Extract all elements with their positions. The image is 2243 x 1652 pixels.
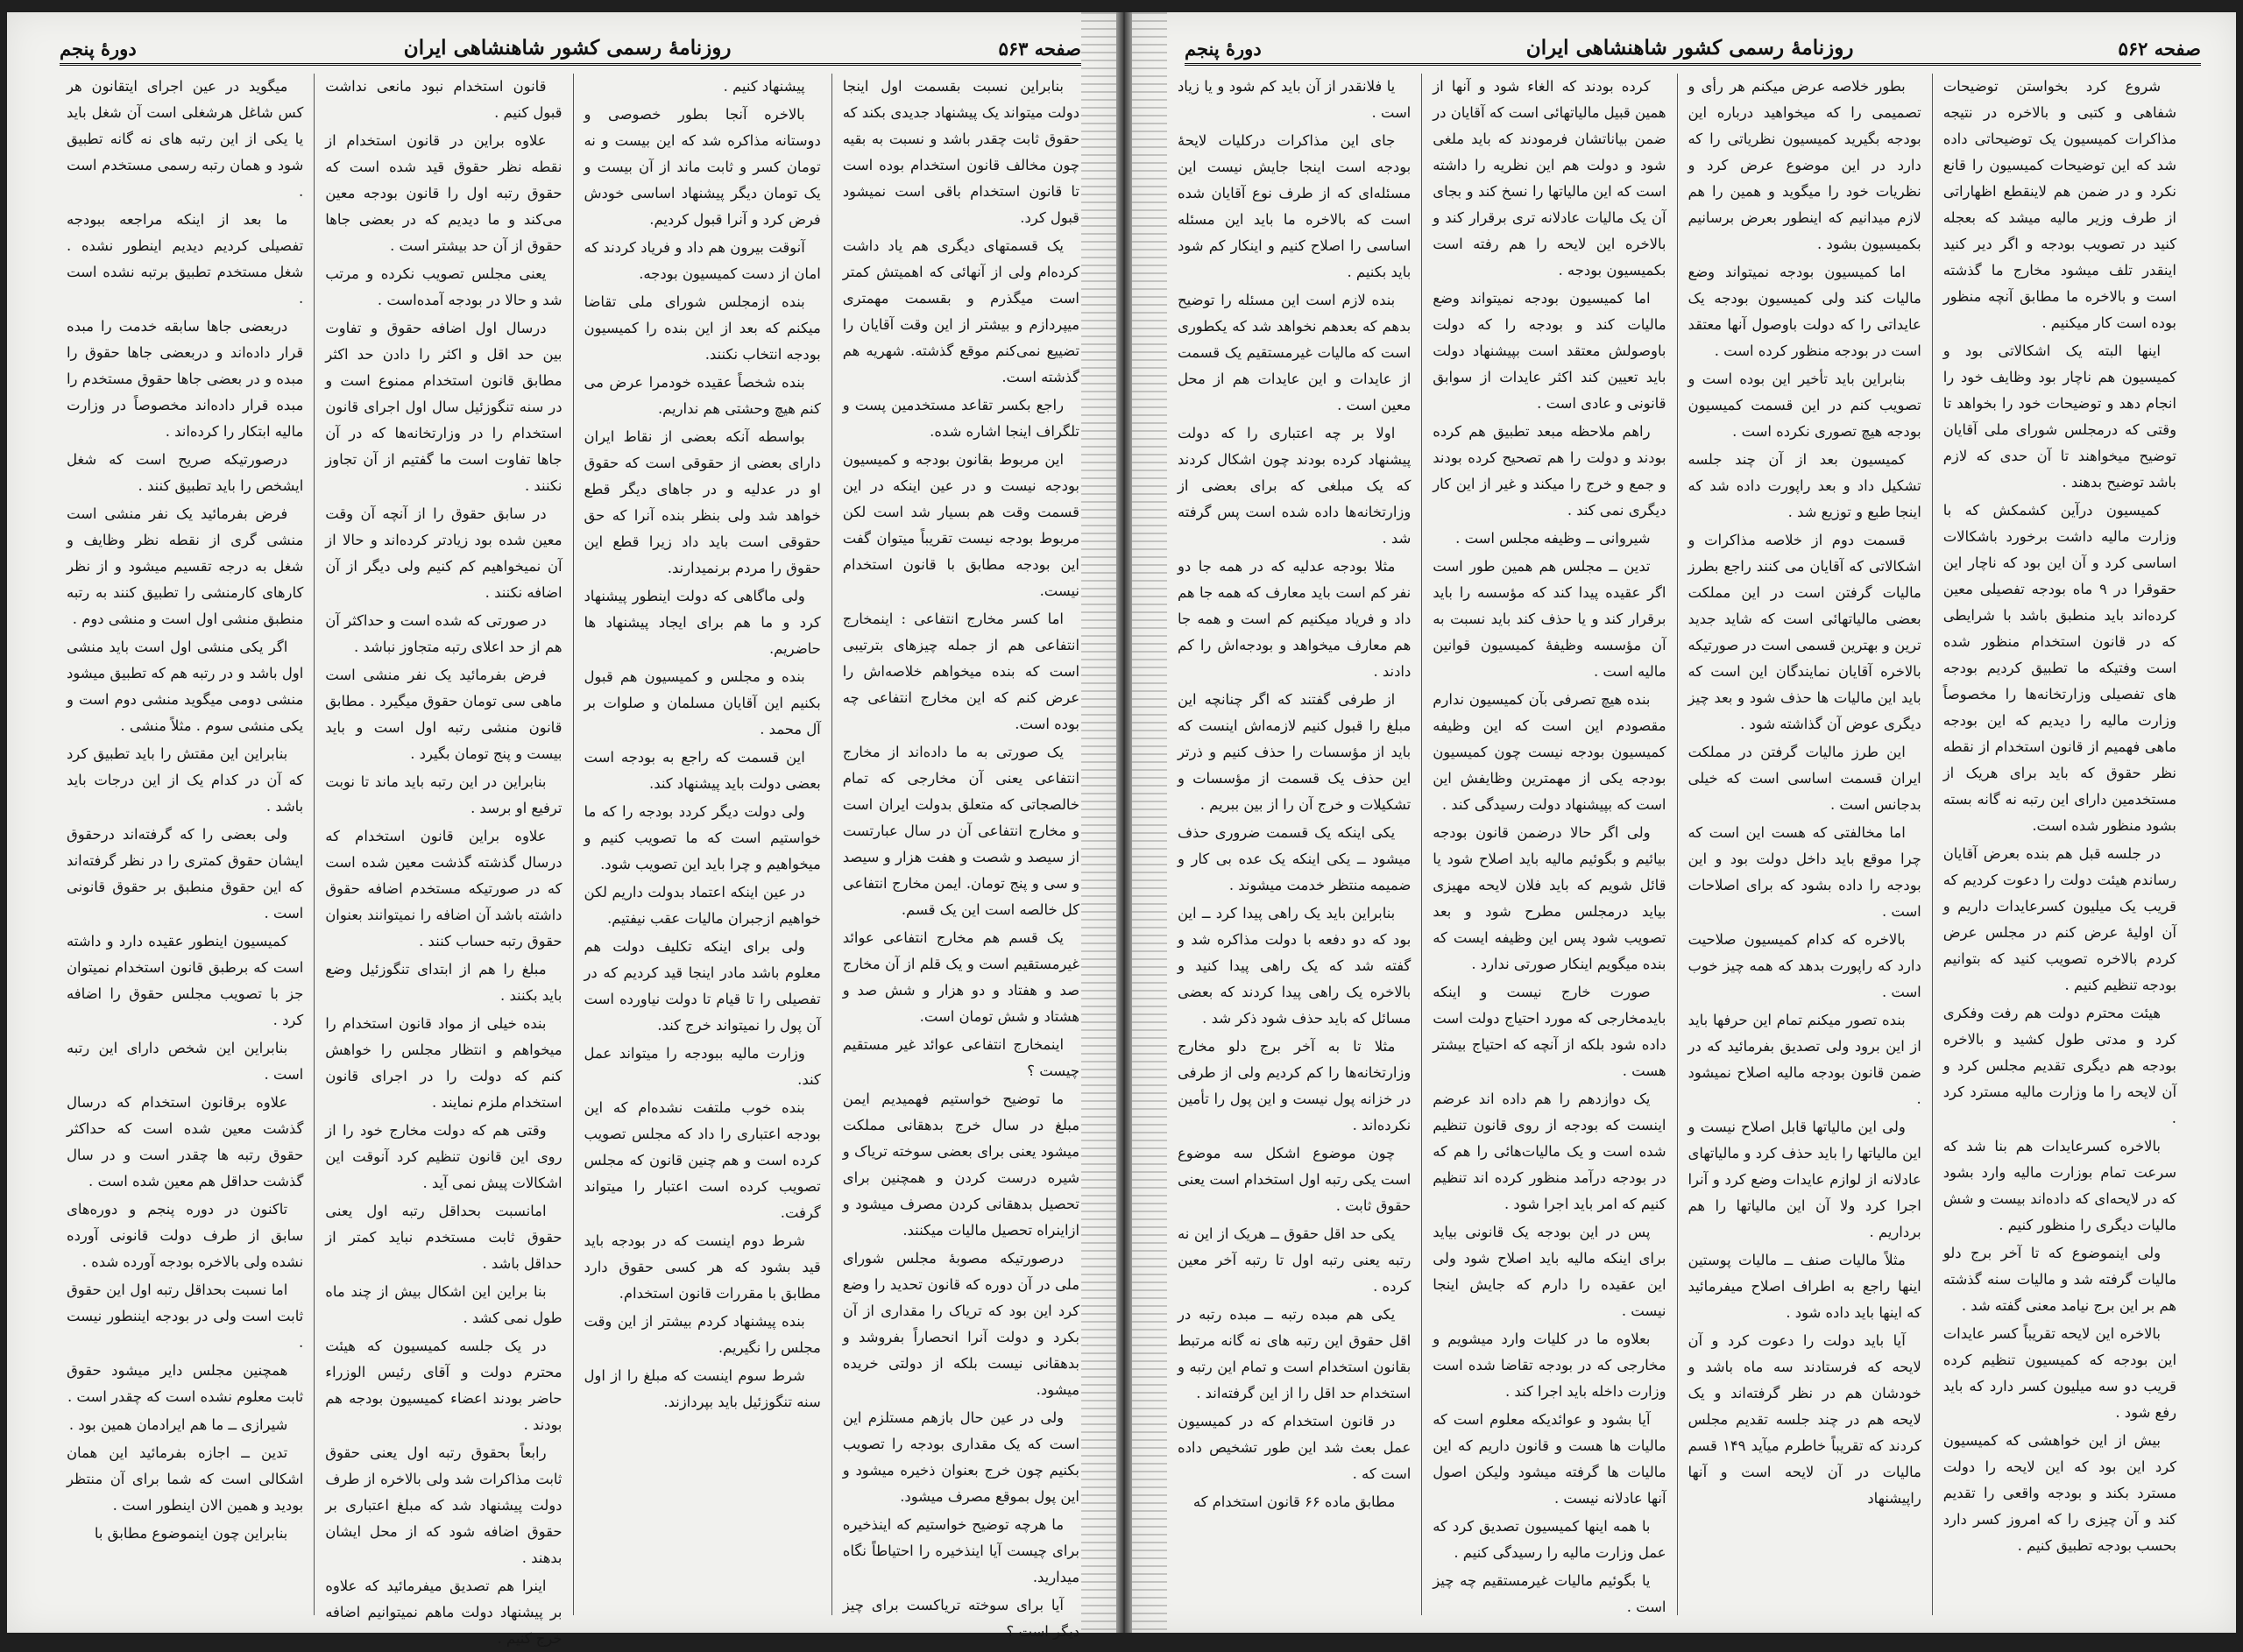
article-paragraph: اما نسبت بحداقل رتبه اول این حقوق ثابت است ولی در بودجه ایننطور نیست . — [67, 1281, 304, 1351]
article-paragraph: یک قسم هم مخارج انتفاعی عوائد غیرمستقیم است و یک قلم از آن مخارج صد و هفتاد و دو هزار و شش صد و هشتاد و شش تومان است. — [842, 929, 1079, 1025]
article-paragraph: ما بعد از اینکه مراجعه ببودجه تفصیلی کردیم دیدیم اینطور نشده . شغل مستخدم تطبیق برتبه نشده است . — [67, 211, 304, 307]
article-paragraph: یکی اینکه یک قسمت ضروری حذف میشود ــ یکی اینکه یک عده بی کار و ضمیمه منتظر خدمت میشوند . — [1178, 824, 1412, 893]
article-paragraph: اینها البته یک اشکالاتی بود و کمیسیون هم ناچار بود وظایف خود را انجام دهد و توضیحات خود را بخواهد تا وقتی که درمجلس شورای ملی آقایان توضیح میخواهند تا آن حدی که لازم باشد توضیح بدهند . — [1942, 342, 2176, 491]
left-page-columns — [56, 74, 1090, 1647]
article-paragraph: اولا بر چه اعتباری را که دولت پیشنهاد کرده بودند چون اشکال کردند که یک مبلغی که برای بعضی از وزارتخانه‌ها داده شده است پس گرفته شد . — [1178, 425, 1412, 547]
article-paragraph: ولی برای اینکه تکلیف دولت هم معلوم باشد مادر اینجا قید کردیم که در تفصیلی را تا قیام تا دولت نیاورده است آن پول را نمیتواند خرج کند. — [584, 938, 821, 1034]
article-paragraph: اما کمیسیون بودجه نمیتواند وضع مالیات کند و بودجه را که دولت باوصولش معتقد است بپیشنهاد دولت باید تعیین کند اکثر عایدات از سوابق قانونی و عادی است . — [1433, 290, 1666, 412]
article-paragraph: ولی دولت دیگر کردد بودجه را که ما خواستیم است که ما تصویب کنیم و میخواهیم و چرا باید این تصویب شود. — [584, 803, 821, 872]
article-paragraph: یکی حد اقل حقوق ــ هریک از این نه رتبه یعنی رتبه اول تا رتبه آخر معین کرده . — [1178, 1225, 1412, 1295]
article-paragraph: پیشنهاد کنیم . — [723, 78, 805, 95]
article-paragraph: یک صورتی به ما داده‌اند از مخارج انتفاعی یعنی آن مخارجی که تمام خالصجاتی که متعلق بدولت ایران است و مخارج انتفاعی آن در سال عبارتست از سیصد و شصت و هفت هزار و سیصد و سی و پنج تومان. ایمن مخارج انتفاعی کل خالصه است این یک قسم. — [842, 744, 1079, 918]
article-paragraph: دربعضی جاها سابقه خدمت را مبده قرار داده‌اند و دربعضی جاها حقوق را مبده و در بعضی جاها حقوق مستخدم را مبده قرار داده‌اند مخصوصاً در وزارت مالیه ابتکار را کرده‌اند . — [67, 318, 304, 440]
article-paragraph: در صورتی که شده است و حداکثر آن هم از حد اعلای رتبه متجاوز نباشد . — [325, 612, 563, 655]
text-column — [1933, 74, 2187, 1615]
text-column — [1422, 74, 1677, 1615]
article-paragraph: امانسبت بحداقل رتبه اول یعنی حقوق ثابت مستخدم نباید کمتر از حداقل باشد . — [325, 1203, 563, 1272]
article-paragraph: تاکنون در دوره پنجم و دوره‌های سابق از طرف دولت قانونی آورده نشده ولی بالاخره بودجه آورده شده . — [67, 1201, 304, 1270]
newspaper-title: روزنامهٔ رسمی کشور شاهنشاهی ایران — [403, 36, 732, 60]
article-paragraph: علاوه برقانون استخدام که درسال گذشت معین شده است که حداکثر حقوق رتبه ها چقدر است و در سال گذشت حداقل هم معین شده است . — [67, 1094, 304, 1190]
text-column — [574, 74, 832, 1615]
article-paragraph: بنابراین باید یک راهی پیدا کرد ــ این بود که دو دفعه با دولت مذاکره شد و گفته شد که یک راهی پیدا کنید و بالاخره یک راهی پیدا کردند که بعضی مسائل که باید حذف شود ذکر شد . — [1178, 905, 1412, 1027]
article-paragraph: بنابراین در این رتبه باید ماند تا نوبت ترفیع او برسد . — [325, 773, 563, 816]
article-paragraph: ولی ماگاهی که دولت اینطور پیشنهاد کرد و ما هم برای ایجاد پیشنهاد ها حاضریم. — [584, 588, 821, 657]
article-paragraph: کمیسیون اینطور عقیده دارد و داشته است که برطبق قانون استخدام نمیتوان جز با تصویب مجلس حقوق را اضافه کرد . — [67, 933, 304, 1028]
article-paragraph: بنابراین نسبت بقسمت اول اینجا دولت میتواند یک پیشنهاد جدیدی بکند که حقوق ثابت چقدر باشد و نسبت به بقیه چون مخالف قانون استخدام بوده است تا قانون استخدام باقی است نمیشود قبول کرد. — [842, 78, 1079, 226]
article-paragraph: بنده لازم است این مسئله را توضیح بدهم که بعدهم نخواهد شد که یکطوری است که مالیات غیرمستقیم یک قسمت از عایدات و این عایدات هم از محل معین است . — [1178, 292, 1412, 413]
article-paragraph: پس در این بودجه یک قانونی بیاید برای اینکه مالیه باید اصلاح شود ولی این عقیده را دارم که جایش اینجا نیست . — [1433, 1224, 1666, 1319]
article-paragraph: علاوه براین قانون استخدام که درسال گذشته گذشت معین شده است که در صورتیکه مستخدم اضافه حقوق داشته باشد آن اضافه را نمیتوانند بعنوان حقوق رتبه حساب کنند . — [325, 828, 563, 950]
article-paragraph: میگوید در عین اجرای ایتقانون هر کس شاغل هرشغلی است آن شغل باید یا یکی از این رتبه های نه گانه تطبیق شود و همان رتبه رسمی مستخدم است . — [67, 78, 304, 200]
right-page-content — [1132, 12, 2236, 1633]
article-paragraph: ولی اینموضوع که تا آخر برج دلو مالیات گرفته شد و مالیات سنه گذشته هم بر این برج نیامد معنی گفته شد . — [1942, 1245, 2176, 1314]
right-page-header — [1185, 25, 2201, 66]
article-paragraph: اینمخارج انتفاعی عوائد غیر مستقیم چیست ؟ — [842, 1036, 1079, 1079]
article-paragraph: بنده و مجلس و کمیسیون هم قبول بکنیم این آقایان مسلمان و صلوات بر آل محمد . — [584, 668, 821, 738]
article-paragraph: یا بگوئیم مالیات غیرمستقیم چه چیز است . — [1433, 1572, 1666, 1615]
article-paragraph: بالاخره کسرعایدات هم بنا شد که سرعت تمام بوزارت مالیه وارد بشود که در لایحه‌ای که داده‌اند بیست و شش مالیات دیگری را منظور کنیم . — [1942, 1138, 2176, 1233]
article-paragraph: بنده خیلی از مواد قانون استخدام را میخواهم و انتظار مجلس را خواهش کنم که دولت را در اجرای قانون استخدام ملزم نمایند . — [325, 1015, 563, 1111]
article-paragraph: بیش از این خواهشی که کمیسیون کرد این بود که این لایحه را دولت مسترد بکند و بودجه واقعی را تقدیم کند و آن چیزی را که امروز کسر دارد بحسب بودجه تطبیق کنیم . — [1942, 1432, 2176, 1554]
article-paragraph: ولی اگر حالا درضمن قانون بودجه بیائیم و بگوئیم مالیه باید اصلاح شود یا قائل شویم که باید فلان لایحه مهیزی بیاید درمجلس مطرح شود و بعد تصویب شود پس این وظیفه ایست که بنده میگویم اینکار صورتی ندارد . — [1433, 824, 1666, 972]
article-paragraph: با همه اینها کمیسیون تصدیق کرد که عمل وزارت مالیه را رسیدگی کنیم . — [1433, 1518, 1666, 1561]
article-paragraph: بعلاوه ما در کلیات وارد میشویم و مخارجی که در بودجه تقاضا شده است وزارت داخله باید اجرا کند . — [1433, 1331, 1666, 1400]
text-column — [1678, 74, 1933, 1615]
article-paragraph: بنده هیچ تصرفی بآن کمیسیون ندارم مقصودم این است که این وظیفه کمیسیون بودجه نیست چون کمیسیون بودجه یکی از مهمترین وظایفش این است که بپیشنهاد دولت رسیدگی کند . — [1433, 691, 1666, 813]
article-paragraph: بنده ازمجلس شورای ملی تقاضا میکنم که بعد از این بنده را کمیسیون بودجه انتخاب نکنند. — [584, 293, 821, 363]
article-paragraph: ولی در عین حال بازهم مستلزم این است که یک مقداری بودجه را تصویب بکنیم چون خرج بعنوان ذخیره میشود و این پول بموقع مصرف میشود. — [842, 1409, 1079, 1505]
article-paragraph: از طرفی گفتند که اگر چنانچه این مبلغ را قبول کنیم لازمه‌اش اینست که باید از مؤسسات را حذف کنیم و ذرتر این حذف یک قسمت از مؤسسات و تشکیلات و خرج آن را از بین ببریم . — [1178, 691, 1412, 813]
article-paragraph: ما هرچه توضیح خواستیم که اینذخیره برای چیست آیا اینذخیره را احتیاطاً نگاه میدارید. — [842, 1516, 1079, 1585]
article-paragraph: اما مخالفتی که هست این است که چرا موقع باید داخل دولت بود و این بودجه را داده بشود که برای اصلاحات است . — [1688, 824, 1921, 920]
article-paragraph: شیروانی ــ وظیفه مجلس است . — [1455, 530, 1651, 547]
article-paragraph: مثلاً مالیات صنف ــ مالیات پوستین اینها راجع به اطراف اصلاح میفرمائید که اینها باید داده شود . — [1688, 1252, 1921, 1321]
article-paragraph: فرض بفرمائید یک نفر منشی است منشی گری از نقطه نظر وظایف و شغل به درجه تقسیم میشود و از نظر کارهای کارمنشی را تطبیق کنند به رتبه منطبق منشی اول است و منشی دوم . — [67, 505, 304, 627]
article-paragraph: این طرز مالیات گرفتن در مملکت ایران قسمت اساسی است که خیلی بدجانس است . — [1688, 744, 1921, 813]
article-paragraph: ولی این مالیاتها قابل اصلاح نیست و این مالیاتها را باید حذف کرد و مالیاتهای عادلانه از لوازم عایدات وضع کرد و آنرا اجرا کرد ولا آن این مالیاتها را هم برداریم . — [1688, 1119, 1921, 1240]
left-page-header — [60, 25, 1081, 66]
article-paragraph: درسال اول اضافه حقوق و تفاوت بین حد اقل و اکثر را دادن حد اکثر مطابق قانون استخدام ممنوع است و در سنه تنگوزئیل سال اول اجرای قانون استخدام را در وزارتخانه‌ها که در آن جاها تفاوت است ما گفتیم از آن تجاوز نکنند . — [325, 320, 563, 494]
text-column — [56, 74, 315, 1615]
text-column — [832, 74, 1090, 1640]
article-paragraph: بنده خوب ملتفت نشده‌ام که این بودجه اعتباری را داد که مجلس تصویب کرده است و هم چنین قانون که مجلس تصویب کرده است اعتبار را میتواند گرفت. — [584, 1099, 821, 1221]
article-paragraph: بطور خلاصه عرض میکنم هر رأی و تصمیمی را که میخواهید درباره این بودجه بگیرید کمیسیون نظریاتی را که دارد در این موضوع عرض کرد و نظریات خود را میگوید و همین را هم لازم میدانیم که اینطور بعرض برسانیم بکمیسیون بشود . — [1688, 78, 1921, 252]
article-paragraph: یا فلانقدر از آن باید کم شود و یا زیاد است . — [1178, 78, 1412, 121]
article-paragraph: در یک جلسه کمیسیون که هیئت محترم دولت و آقای رئیس الوزراء حاضر بودند اعضاء کمیسیون بودجه هم بودند . — [325, 1338, 563, 1433]
article-paragraph: قانون استخدام نبود مانعی نداشت قبول کنیم . — [325, 78, 563, 121]
article-paragraph: آیا باید دولت را دعوت کرد و آن لایحه که فرستادند سه ماه باشد و خودشان هم در نظر گرفته‌اند و یک لایحه هم در چند جلسه تقدیم مجلس کردند که تقریباً خاطرم میآید ۱۴۹ قسم مالیات در آن لایحه است و آنها راپیشنهاد — [1688, 1332, 1921, 1507]
article-paragraph: علاوه براین در قانون استخدام از نقطه نظر حقوق قید شده است که حقوق رتبه اول را قانون بودجه معین می‌کند و ما دیدیم که در بعضی جاها حقوق از آن حد بیشتر است . — [325, 132, 563, 254]
article-paragraph: وقتی هم که دولت مخارج خود را از روی این قانون تنظیم کرد آنوقت این اشکالات پیش نمی آید . — [325, 1122, 563, 1191]
article-paragraph: اگر یکی منشی اول است باید منشی اول باشد و در رتبه هم که تطبیق میشود منشی دومی میگوید منشی دوم است و یکی منشی سوم . مثلاً منشی . — [67, 639, 304, 734]
newspaper-title: روزنامهٔ رسمی کشور شاهنشاهی ایران — [1525, 36, 1854, 60]
article-paragraph: درصورتیکه مصوبهٔ مجلس شورای ملی در آن دوره که قانون تحدید را وضع کرد این بود که تریاک را مقداری از آن بکرد و دولت آنرا انحصاراً بفروشد و بدهقانی نیست بلکه از دولتی خریده میشود. — [842, 1250, 1079, 1398]
article-paragraph: یک قسمتهای دیگری هم یاد داشت کرده‌ام ولی از آنهائی که اهمیتش کمتر است میگذرم و بقسمت مهمتری میپردازم و بیشتر از این وقت آقایان را تضییع نمی‌کنم موقع گذشته. شهریه هم گذشته است. — [842, 237, 1079, 385]
article-paragraph: بالاخره که کدام کمیسیون صلاحیت دارد که راپورت بدهد که همه چیز خوب است . — [1688, 931, 1921, 1000]
article-paragraph: شیرازی ــ ما هم ایرادمان همین بود . — [68, 1416, 288, 1433]
article-paragraph: درصورتیکه صریح است که شغل ایشخص را باید تطبیق کنند . — [67, 451, 304, 494]
article-paragraph: راهم ملاحظه مبعد تطبیق هم کرده بودند و دولت را هم تصحیح کرده بودند و جمع و خرج را میکند و غیر از این کار دیگری نمی کند . — [1433, 423, 1666, 519]
article-paragraph: این قسمت که راجع به بودجه است بعضی دولت باید پیشنهاد کند. — [584, 749, 821, 792]
article-paragraph: بنابراین این شخص دارای این رتبه است . — [67, 1040, 304, 1083]
article-paragraph: شرط سوم اینست که مبلغ را از اول سنه تنگوزئیل باید بپردازند. — [584, 1367, 821, 1410]
article-paragraph: تدین ــ اجازه بفرمائید این همان اشکالی است که شما برای آن منتظر بودید و همین الان اینطور است . — [67, 1444, 304, 1514]
article-paragraph: بنا براین این اشکال بیش از چند ماه طول نمی کشد . — [325, 1283, 563, 1326]
article-paragraph: فرض بفرمائید یک نفر منشی است ماهی سی تومان حقوق میگیرد . مطابق قانون منشی رتبه اول است و باید بیست و پنج تومان بگیرد . — [325, 667, 563, 762]
article-paragraph: بنده شخصاً عقیده خودمرا عرض می کنم هیچ وحشتی هم نداریم. — [584, 374, 821, 417]
article-paragraph: مبلغ را هم از ابتدای تنگوزئیل وضع باید بکنند . — [325, 961, 563, 1004]
article-paragraph: مطابق ماده ۶۶ قانون استخدام که — [1192, 1493, 1396, 1510]
article-paragraph: بنده تصور میکنم تمام این حرفها باید از این برود ولی تصدیق بفرمائید که در ضمن قانون بودجه مالیه اصلاح نمیشود . — [1688, 1012, 1921, 1107]
article-paragraph: اما کمیسیون بودجه نمیتواند وضع مالیات کند ولی کمیسیون بودجه یک عایداتی را که دولت باوصول آنها معتقد است در بودجه منظور کرده است . — [1688, 264, 1921, 359]
article-paragraph: مثلا تا به آخر برج دلو مخارج وزارتخانه‌ها را کم کردیم ولی از طرفی در خزانه پول نیست و این پول را تأمین نکرده‌اند . — [1178, 1038, 1412, 1133]
article-paragraph: چون موضوع اشکل سه موضوع است یکی رتبه اول استخدام است یعنی حقوق ثابت . — [1178, 1145, 1412, 1214]
article-paragraph: بالاخره این لایحه تقریباً کسر عایدات این بودجه که کمیسیون تنظیم کرده قریب دو سه میلیون کسر دارد که باید رفع شود . — [1942, 1325, 2176, 1421]
article-paragraph: شروع کرد بخواستن توضیحات شفاهی و کتبی و بالاخره در نتیجه مذاکرات کمیسیون یک توضیحاتی داده شد که این توضیحات کمیسیون را قانع نکرد و در ضمن هم لاینقطع اظهاراتی از طرف وزیر مالیه میشد که بعجله کنید در تصویب بودجه و اگر دیر کنید اینقدر تلف میشود مخارج ما گذشته است و بالاخره ما مطابق آنچه منظور بوده است کار میکنیم . — [1942, 78, 2176, 331]
article-paragraph: ما توضیح خواستیم فهمیدیم ایمن مبلغ در سال خرج بدهقانی مملکت میشود یعنی برای بعضی سوخته تریاک و شیره درست کردن و همچنین برای تحصیل بدهقانی کردن مصرف میشود و ازاینراه تحصیل مالیات میکنند. — [842, 1091, 1079, 1239]
article-paragraph: بنابراین باید تأخیر این بوده است و تصویب کنم در این قسمت کمیسیون بودجه هیچ تصوری نکرده است . — [1688, 371, 1921, 440]
article-paragraph: تدین ــ مجلس هم همین طور است اگر عقیده پیدا کند که مؤسسه را باید برقرار کند و یا حذف کند باید نسبت به آن مؤسسه وظیفهٔ کمیسیون قوانین مالیه است . — [1433, 558, 1666, 680]
article-paragraph: آنوقت بیرون هم داد و فریاد کردند که امان از دست کمیسیون بودجه. — [584, 239, 821, 282]
article-paragraph: وزارت مالیه ببودجه را میتواند عمل کند. — [584, 1045, 821, 1088]
article-paragraph: اینرا هم تصدیق میفرمائید که علاوه بر پیشنهاد دولت ماهم نمیتوانیم اضافه خرج کنیم . — [325, 1578, 563, 1647]
article-paragraph: یعنی مجلس تصویب نکرده و مرتب شد و حالا در بودجه آمده‌است . — [325, 265, 563, 308]
article-paragraph: بواسطه آنکه بعضی از نقاط ایران دارای بعضی از حقوقی است که حقوق او در عدلیه و در جاهای دیگر قطع خواهد شد ولی بنظر بنده آنرا که حق حقوقی است باید داد زیرا قطع این حقوق را مردم برنمیدارند. — [584, 428, 821, 576]
article-paragraph: شرط دوم اینست که در بودجه باید قید بشود که هر کسی حقوق دارد مطابق با مقررات قانون استخدام. — [584, 1232, 821, 1302]
article-paragraph: آیا برای سوخته تریاکست برای چیز دیگر است ؟ — [842, 1597, 1079, 1640]
article-paragraph: کمیسیون بعد از آن چند جلسه تشکیل داد و بعد راپورت داده شد که اینجا طبع و توزیع شد . — [1688, 451, 1921, 520]
article-paragraph: اما کسر مخارج انتفاعی : اینمخارج انتفاعی هم از جمله چیزهای بترتیبی است که بنده میخواهم خلاصه‌اش را عرض کنم که این مخارج انتفاعی چه بوده است. — [842, 611, 1079, 732]
article-paragraph: همچنین مجلس دایر میشود حقوق ثابت معلوم نشده است که چقدر است . — [67, 1362, 304, 1405]
left-page-content — [7, 12, 1116, 1647]
session-label: دورهٔ پنجم — [60, 38, 137, 60]
article-paragraph: آیا بشود و عوائدیکه معلوم است که مالیات ها هست و قانون داریم که این مالیات ها گرفته میشود ولیکن اصول آنها عادلانه نیست . — [1433, 1411, 1666, 1507]
article-paragraph: بنده پیشنهاد کردم بیشتر از این وقت مجلس را نگیریم. — [584, 1313, 821, 1356]
article-paragraph: جای این مذاکرات درکلیات لایحهٔ بودجه است اینجا جایش نیست این مسئله‌ای که از طرف نوع آقایان شده است که بالاخره ما باید این مسئله اساسی را اصلاح کنیم و اینکار کم شود باید بکنیم . — [1178, 132, 1412, 280]
page-number: صفحه ۵۶۳ — [998, 38, 1081, 60]
article-paragraph: در عین اینکه اعتماد بدولت داریم لکن خواهیم ازجبران مالیات عقب نیفتیم. — [584, 884, 821, 927]
article-paragraph: یکی هم مبده رتبه ــ مبده رتبه در اقل حقوق این رتبه های نه گانه مرتبط بقانون استخدام است و تمام این رتبه و استخدام حد اقل را از این گرفته‌اند . — [1178, 1306, 1412, 1401]
right-page-columns — [1167, 74, 2187, 1615]
article-paragraph: هیئت محترم دولت هم رفت وفکری کرد و مدتی طول کشید و بالاخره بودجه هم دیگری تقدیم مجلس کرد و آن لایحه را ما وزارت مالیه مسترد کرد . — [1942, 1005, 2176, 1126]
article-paragraph: در جلسه قبل هم بنده بعرض آقایان رساندم هیئت دولت را دعوت کردیم که قریب یک میلیون کسرعایدات داریم و آن اولیهٔ عرض کنم در مجلس عرض کردم بالاخره تصویب کنید که بتوانیم بودجه تنظیم کنیم . — [1942, 845, 2176, 993]
session-label: دورهٔ پنجم — [1185, 38, 1262, 60]
article-paragraph: کمیسیون درآین کشمکش که با وزارت مالیه داشت برخورد باشکالات اساسی کرد و آن این بود که ناچار این حقوقرا در ۹ ماه بودجه تفصیلی معین کرده‌اند باید منطبق باشد با شرایطی که در قانون استخدام منظور شده است وفتیکه ما تطبیق کردیم بودجه های تفصیلی وزارتخانه‌ها را مخصوصاً وزارت مالیه را دیدیم که این بودجه ماهی فهمیم از قانون استخدام از نقطه نظر حقوق که باید برای هریک از مستخدمین دارای این رتبه نه گانه بسته بشود منظور شده است. — [1942, 502, 2176, 834]
article-paragraph: رابعاً بحقوق رتبه اول یعنی حقوق ثابت مذاکرات شد ولی بالاخره از طرف دولت پیشنهاد شد که مبلغ اعتباری بر حقوق اضافه شود که از محل ایشان بدهند . — [325, 1444, 563, 1566]
page-number: صفحه ۵۶۲ — [2118, 38, 2201, 60]
book-gutter — [1116, 12, 1132, 1633]
article-paragraph: بنابراین چون اینموضوع مطابق با — [94, 1525, 288, 1542]
text-column — [315, 74, 573, 1647]
article-paragraph: در قانون استخدام که در کمیسیون عمل بعث شد این طور تشخیص داده است که . — [1178, 1413, 1412, 1482]
article-paragraph: مثلا بودجه عدلیه که در همه جا دو نفر کم است باید معارف که همه جا هم داد و فریاد میکنیم کم است و همه جا هم معارف میخواهد و بودجه‌اش را کم دادند . — [1178, 558, 1412, 680]
article-paragraph: راجع بکسر تقاعد مستخدمین پست و تلگراف اینجا اشاره شده. — [842, 397, 1079, 440]
article-paragraph: این مربوط بقانون بودجه و کمیسیون بودجه نیست و در عین اینکه در این قسمت وقت هم بسیار شد است لکن مربوط بودجه نیست تقریباً میتوان گفت این بودجه مطابق با قانون استخدام نیست. — [842, 451, 1079, 599]
article-paragraph: بنابراین این مقتش را باید تطبیق کرد که آن در کدام یک از این درجات باید باشد . — [67, 745, 304, 815]
article-paragraph: در سابق حقوق را از آنچه آن وقت معین شده بود زیادتر کرده‌اند و حالا از آن نمیخواهیم کم کنیم ولی دیگر از آن اضافه نکنند . — [325, 505, 563, 601]
article-paragraph: صورت خارج نیست و اینکه بایدمخارجی که مورد احتیاج دولت است داده شود بلکه از آنچه که احتیاج بیشتر هست . — [1433, 984, 1666, 1079]
article-paragraph: بالاخره آنجا بطور خصوصی و دوستانه مذاکره شد که این بیست و نه تومان کسر و ثابت ماند از آن بیست و یک تومان دیگر پیشنهاد اساسی خودش فرض کرد و آنرا قبول کردیم. — [584, 106, 821, 228]
article-paragraph: یک دوازدهم را هم داده اند عرضم اینست که بودجه از روی قانون تنظیم شده است و یک مالیات‌هائی را هم که در بودجه درآمد منظور کرده اند تنظیم کنیم که امر باید اجرا شود . — [1433, 1091, 1666, 1212]
article-paragraph: قسمت دوم از خلاصه مذاکرات و اشکالاتی که آقایان می کنند راجع بطرز مالیات گرفتن است در این مملکت بعضی مالیاتهائی است که شاید جدید ترین و بهترین قسمی است در صورتیکه بالاخره آقایان نمایندگان این است که باید این مالیات ها حذف شود و بعد چیز دیگری عوض آن گذاشته شود . — [1688, 532, 1921, 732]
text-column — [1167, 74, 1422, 1615]
article-paragraph: ولی بعضی را که گرفته‌اند درحقوق ایشان حقوق کمتری را در نظر گرفته‌اند که این حقوق منطبق بر حقوق قانونی است . — [67, 826, 304, 921]
article-paragraph: کرده بودند که الغاء شود و آنها از همین قبیل مالیاتهائی است که آقایان در ضمن بیاناتشان فرمودند که باید ملغی شود و دولت هم این نظریه را داشته است که این مالیاتها را نسخ کند و بجای آن یک مالیات عادلانه تری برقرار کند و بالاخره این لایحه را هم رفته است بکمیسیون بودجه . — [1433, 78, 1666, 279]
